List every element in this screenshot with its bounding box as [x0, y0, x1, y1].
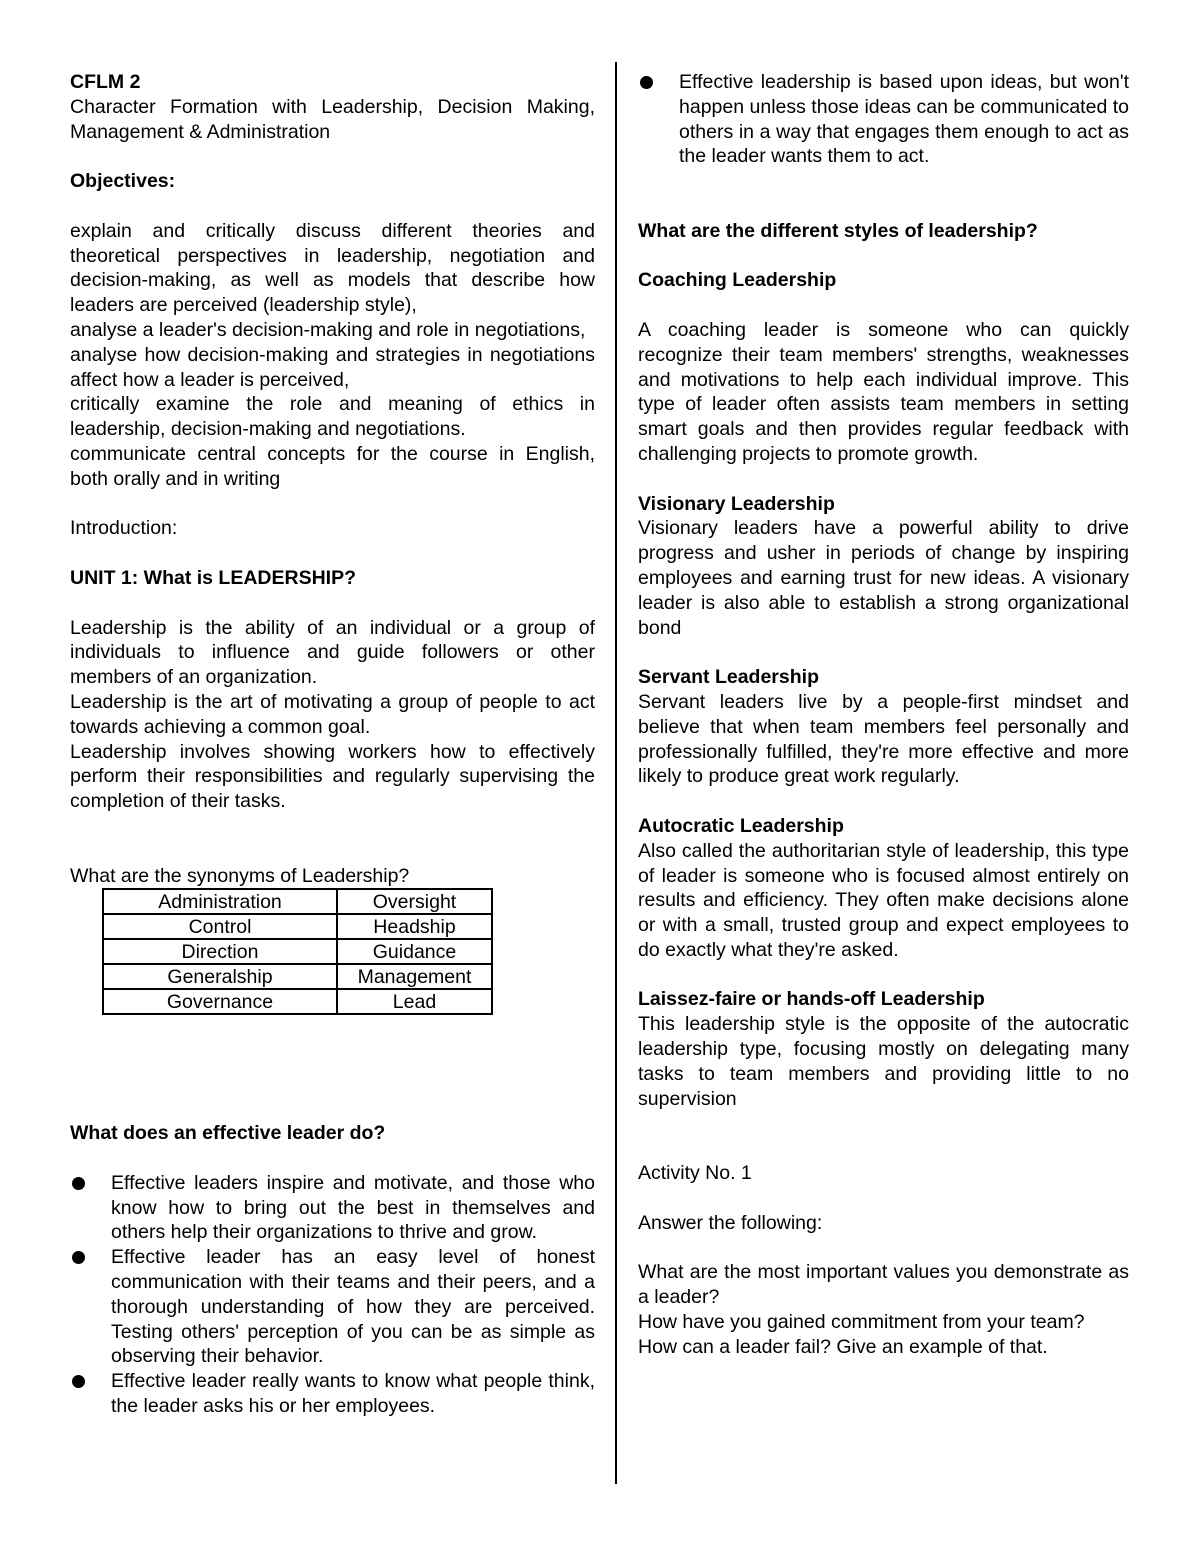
- objective-item: communicate central concepts for the course in English, both orally and in writing: [70, 442, 595, 490]
- activity-question: What are the most important values you demonstrate as a leader?: [638, 1261, 1129, 1309]
- bullet-icon: [72, 1251, 85, 1264]
- autocratic-text: Also called the authoritarian style of leadership, this type of leader is someone who is focused almost entirely on results and efficiency. They often make decisions alone or with a small, trusted group and expect employees to do exactly what they're asked.: [638, 839, 1129, 961]
- course-title: Character Formation with Leadership, Decision Making, Management & Administration: [70, 95, 595, 143]
- laissez-faire-text: This leadership style is the opposite of the autocratic leadership type, focusing mostly on delegating many tasks to team members and providing little to no supervision: [638, 1013, 1129, 1110]
- list-item: Effective leaders inspire and motivate, and those who know how to bring out the best in themselves and others help their organizations to thrive and grow.: [70, 1171, 595, 1245]
- objective-item: analyse how decision-making and strategies in negotiations affect how a leader is perceived,: [70, 343, 595, 391]
- objective-item: analyse a leader's decision-making and role in negotiations,: [70, 318, 586, 341]
- servant-title: Servant Leadership: [638, 666, 819, 689]
- objectives-heading: Objectives:: [70, 170, 176, 193]
- list-item: Effective leadership is based upon ideas, but won't happen unless those ideas can be communicated to others in a way that engages them enough to act as the leader wants them to act.: [638, 70, 1129, 169]
- effective-leader-list-continued: [638, 70, 1129, 169]
- definition-item: Leadership is the ability of an individual or a group of individuals to influence and guide followers or other members of an organization.: [70, 616, 595, 689]
- synonyms-table: [102, 888, 493, 1015]
- coaching-text: A coaching leader is someone who can quickly recognize their team members' strengths, weaknesses and motivations to help each individual improve. This type of leader often assists team members in setting smart goals and then provides regular feedback with challenging projects to promote growth.: [638, 318, 1129, 465]
- bullet-icon: [72, 1375, 85, 1388]
- table-cell: Control: [103, 914, 337, 939]
- introduction-label: Introduction:: [70, 517, 178, 540]
- course-code: CFLM 2: [70, 71, 141, 93]
- list-item: Effective leader really wants to know what people think, the leader asks his or her employees.: [70, 1369, 595, 1419]
- visionary-text: Visionary leaders have a powerful ability to drive progress and usher in periods of change by inspiring employees and earning trust for new ideas. A visionary leader is also able to establish a strong organizational bond: [638, 517, 1129, 639]
- unit-heading: UNIT 1: What is LEADERSHIP?: [70, 566, 357, 589]
- activity-question: How have you gained commitment from your team?: [638, 1310, 1085, 1333]
- column-divider: [615, 62, 617, 1484]
- synonyms-question: What are the synonyms of Leadership?: [70, 864, 410, 887]
- table-cell: Headship: [337, 914, 492, 939]
- list-item: Effective leader has an easy level of honest communication with their teams and their peers, and a thorough understanding of how they are perceived. Testing others' perception of you can be as simple as observing their behavior.: [70, 1245, 595, 1369]
- table-cell: Governance: [103, 989, 337, 1014]
- objective-item: critically examine the role and meaning of ethics in leadership, decision-making and negotiations.: [70, 393, 595, 441]
- table-row: [103, 964, 492, 989]
- autocratic-title: Autocratic Leadership: [638, 814, 844, 837]
- activity-question: How can a leader fail? Give an example of that.: [638, 1335, 1048, 1358]
- definition-item: Leadership involves showing workers how to effectively perform their responsibilities and regularly supervising the completion of their tasks.: [70, 740, 595, 813]
- laissez-faire-title: Laissez-faire or hands-off Leadership: [638, 988, 985, 1011]
- table-row: [103, 914, 492, 939]
- bullet-icon: [640, 76, 653, 89]
- table-row: [103, 889, 492, 914]
- table-cell: Direction: [103, 939, 337, 964]
- right-column: [638, 70, 1129, 1359]
- table-cell: Management: [337, 964, 492, 989]
- table-cell: Generalship: [103, 964, 337, 989]
- bullet-icon: [72, 1177, 85, 1190]
- definition-item: Leadership is the art of motivating a group of people to act towards achieving a common goal.: [70, 690, 595, 738]
- table-cell: Oversight: [337, 889, 492, 914]
- servant-text: Servant leaders live by a people-first mindset and believe that when team members feel personally and professionally fulfilled, they're more effective and more likely to produce great work regularly.: [638, 690, 1129, 788]
- styles-heading: What are the different styles of leadership?: [638, 219, 1038, 242]
- coaching-title: Coaching Leadership: [638, 269, 837, 292]
- left-column: [70, 70, 595, 1419]
- table-row: [103, 939, 492, 964]
- table-cell: Guidance: [337, 939, 492, 964]
- objective-item: explain and critically discuss different theories and theoretical perspectives in leadership, negotiation and decision-making, as well as models that describe how leaders are perceived (leadership style),: [70, 219, 595, 317]
- activity-instruction: Answer the following:: [638, 1211, 823, 1234]
- effective-leader-heading: What does an effective leader do?: [70, 1122, 386, 1145]
- effective-leader-list: [70, 1171, 595, 1419]
- activity-title: Activity No. 1: [638, 1162, 752, 1185]
- table-row: [103, 989, 492, 1014]
- table-cell: Administration: [103, 889, 337, 914]
- visionary-title: Visionary Leadership: [638, 492, 835, 515]
- table-cell: Lead: [337, 989, 492, 1014]
